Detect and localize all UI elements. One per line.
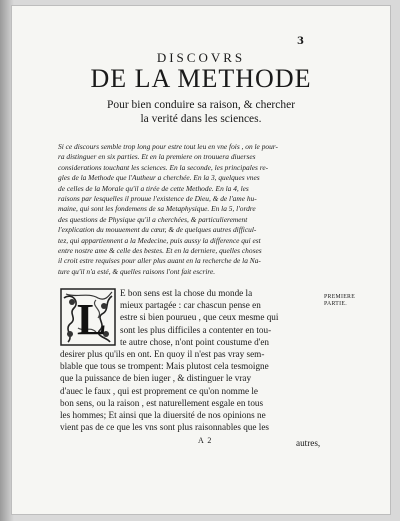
preface-line: considerations touchant les sciences. En la seconde, les principales re- xyxy=(58,162,269,172)
catchword: autres, xyxy=(296,438,321,448)
body-text-indented xyxy=(120,287,322,348)
page-number: 3 xyxy=(297,36,304,47)
body-text-full xyxy=(60,348,322,433)
subtitle xyxy=(12,98,390,126)
book-page xyxy=(12,6,390,514)
preface-line: ra distinguer en six parties. Et en la premiere on trouuera diuerses xyxy=(58,152,256,162)
body-line: que la puissance de bien iuger , & distinguer le vray xyxy=(60,373,252,384)
ornamental-dropcap-image xyxy=(60,288,116,346)
body-line: mieux partagée : car chascun pense en xyxy=(120,300,261,311)
body-line: estre si bien pourueu , que ceux mesme qui xyxy=(120,312,279,323)
preface-italic xyxy=(58,142,320,277)
body-line: d'auec le faux , qui est proprement ce qu'on nomme le xyxy=(60,385,258,396)
heading-de-la-methode: DE LA METHODE xyxy=(90,64,312,93)
preface-line: des questions de Physique qu'il a cherchées, & particulierement xyxy=(58,214,248,224)
margin-note-line: PARTIE. xyxy=(324,301,347,307)
preface-line: gles de la Methode que l'Autheur a cherchée. En la 3, quelques vnes xyxy=(58,173,260,183)
preface-line: tez, qui appartiennent a la Medecine, puis aussy la difference qui est xyxy=(58,235,261,245)
body-line: vient pas de ce que les vns sont plus raisonnables que les xyxy=(60,422,269,433)
body-line: blable que tous se trompent: Mais plutost cela tesmoigne xyxy=(60,361,269,372)
preface-line: maine, qui sont les fondemens de sa Metaphysique. En la 5, l'ordre xyxy=(58,204,256,214)
subtitle-line: la verité dans les sciences. xyxy=(140,113,262,125)
preface-line: l'explication du mouuement du cœur, & de quelques autres difficul- xyxy=(58,225,257,235)
body-line: les hommes; Et ainsi que la diuersité de nos opinions ne xyxy=(60,410,266,421)
body-line: desirer plus qu'ils en ont. En quoy il n'est pas vray sem- xyxy=(60,349,265,359)
preface-line: il croit estre requises pour aller plus auant en la recherche de la Na- xyxy=(58,256,261,266)
body-line: E bon sens est la chose du monde la xyxy=(120,288,253,298)
margin-note xyxy=(324,294,355,308)
preface-line: de celles de la Morale qu'il a tirée de cette Methode. En la 4, les xyxy=(58,183,249,193)
heading-discours: DISCOVRS xyxy=(156,50,246,65)
body-line: te autre chose, n'ont point coustume d'en xyxy=(120,336,269,347)
body-line: sont les plus difficiles a contenter en tou- xyxy=(120,324,272,335)
subtitle-line: Pour bien conduire sa raison, & chercher xyxy=(106,99,296,111)
margin-note-line: PREMIERE xyxy=(324,294,356,300)
signature-mark: A 2 xyxy=(198,436,213,445)
preface-line: entre nostre ame & celle des bestes. Et en la derniere, quelles choses xyxy=(58,246,262,256)
dropcap-letter: L xyxy=(77,295,107,344)
preface-line: ture qu'il n'a esté, & quelles raisons l'ont fait escrire. xyxy=(58,266,216,276)
body-line: bon sens, ou la raison , est naturellement esgale en tous xyxy=(60,397,264,408)
preface-line: raisons par lesquelles il prouue l'existence de Dieu, & de l'ame hu- xyxy=(58,194,257,204)
preface-line: Si ce discours semble trop long pour estre tout leu en vne fois , on le pour- xyxy=(58,142,278,151)
